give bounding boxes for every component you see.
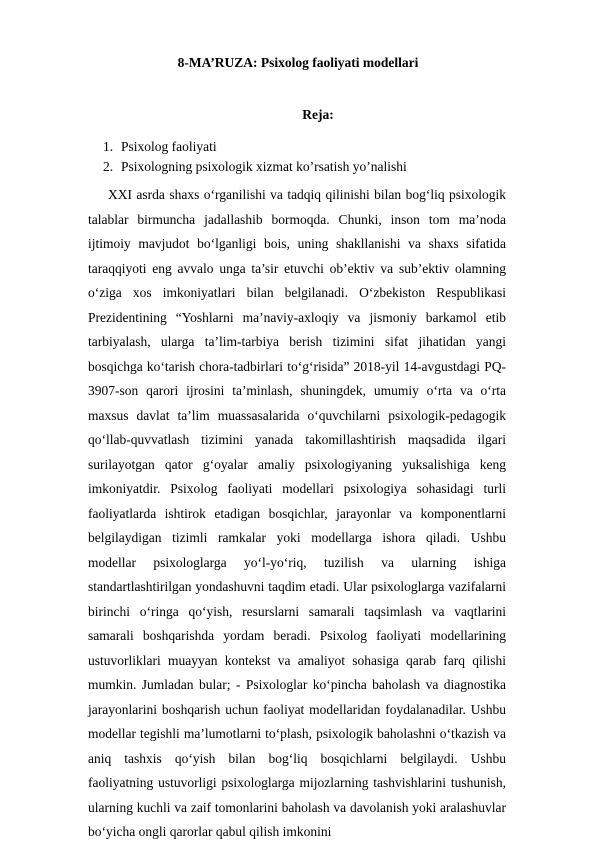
- plan-item-text: Psixologning psixologik xizmat ko’rsatish yo’nalishi: [121, 159, 407, 174]
- plan-item: [103, 137, 407, 157]
- body-paragraph: XXI asrda shaxs o‘rganilishi va tadqiq qilinishi bilan bog‘liq psixologik talablar birmuncha jadallashib bormoqda. Chunki, inson tom ma’noda ijtimoiy mavjudot bo‘lganligi bois, uning shakllanishi va shaxs sifatida taraqqiyoti eng avvalo unga ta’sir etuvchi ob’ektiv va sub’ektiv olamning o‘ziga xos imkoniyatlari bilan belgilanadi. O‘zbekiston Respublikasi Prezidentining “Yoshlarni ma’naviy-axloqiy va jismoniy barkamol etib tarbiyalash, ularga ta’lim-tarbiya berish tizimini sifat jihatidan yangi bosqichga ko‘tarish chora-tadbirlari to‘g‘risida” 2018-yil 14-avgustdagi PQ-3907-son qarori ijrosini ta’minlash, shuningdek, umumiy o‘rta va o‘rta maxsus davlat ta’lim muassasalarida o‘quvchilarni psixologik-pedagogik qo‘llab-quvvatlash tizimini yanada takomillashtirish maqsadida ilgari surilayotgan qator g‘oyalar amaliy psixologiyaning yuksalishiga keng imkoniyatdir. Psixolog faoliyati modellari psixologiya sohasidagi turli faoliyatlarda ishtirok etadigan bosqichlar, jarayonlar va komponentlarni belgilaydigan tizimli ramkalar yoki modellarga ishora qiladi. Ushbu modellar psixologlarga yo‘l-yo‘riq, tuzilish va ularning ishiga standartlashtirilgan yondashuvni taqdim etadi. Ular psixologlarga vazifalarni birinchi o‘ringa qo‘yish, resurslarni samarali taqsimlash va vaqtlarini samarali boshqarishda yordam beradi. Psixolog faoliyati modellarining ustuvorliklari muayyan kontekst va amaliyot sohasiga qarab farq qilishi mumkin. Jumladan bular; - Psixologlar ko‘pincha baholash va diagnostika jarayonlarini boshqarish uchun faoliyat modellaridan foydalanadilar. Ushbu modellar tegishli ma’lumotlarni to‘plash, psixologik baholashni o‘tkazish va aniq tashxis qo‘yish bilan bog‘liq bosqichlarni belgilaydi. Ushbu faoliyatning ustuvorligi psixologlarga mijozlarning tashvishlarini tushunish, ularning kuchli va zaif tomonlarini baholash va davolanish yoki aralashuvlar bo‘yicha ongli qarorlar qabul qilish imkonini: [88, 187, 506, 839]
- plan-heading: Reja:: [302, 107, 334, 122]
- plan-list: [103, 137, 407, 177]
- plan-item: [103, 157, 407, 177]
- plan-item-number: 1.: [103, 139, 114, 154]
- plan-item-text: Psixolog faoliyati: [121, 139, 217, 154]
- plan-item-number: 2.: [103, 159, 114, 174]
- lecture-title: 8-MA’RUZA: Psixolog faoliyati modellari: [177, 55, 419, 70]
